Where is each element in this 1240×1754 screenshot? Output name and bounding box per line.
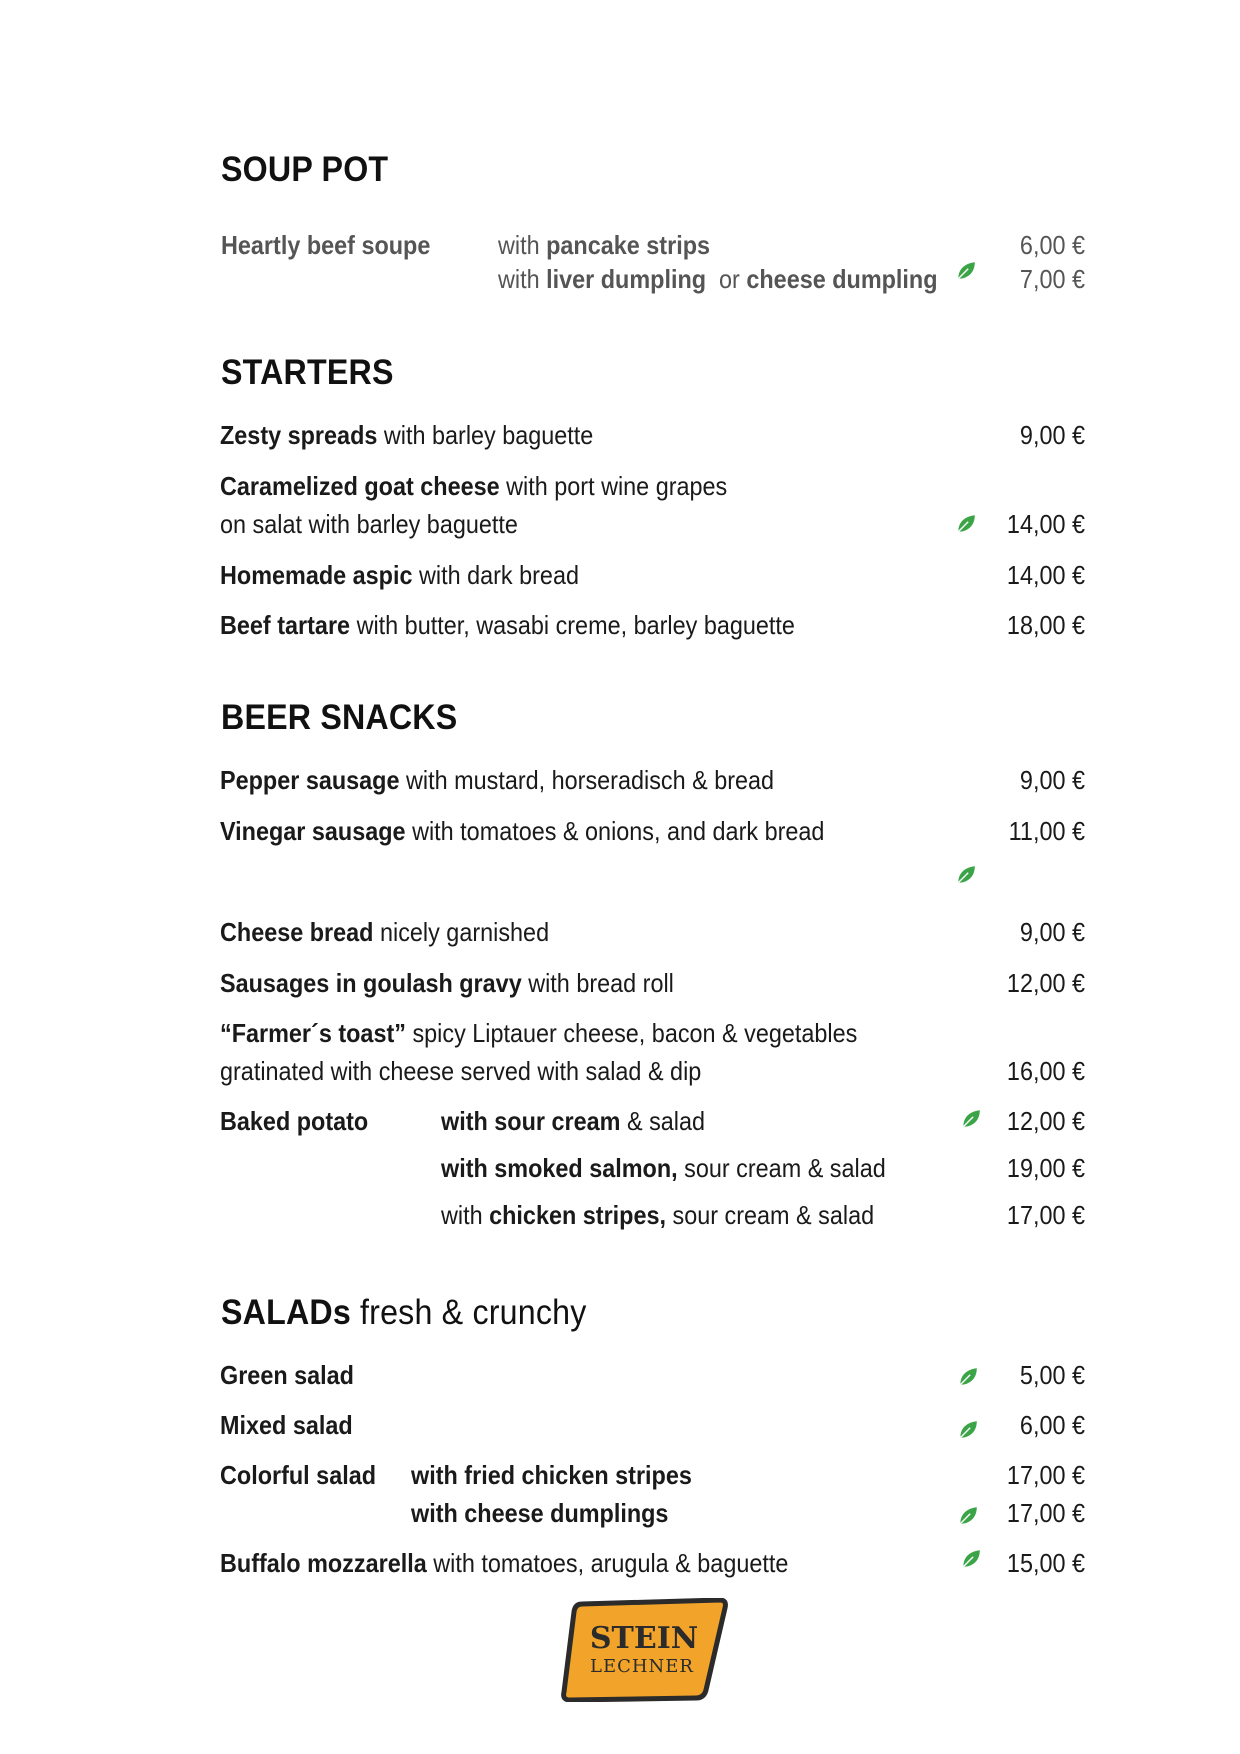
potato-option-1: with sour cream & salad [441,1106,706,1136]
item-price: 5,00 € [1019,1360,1085,1390]
item-price: 14,00 € [1006,560,1085,590]
menu-item: “Farmer´s toast” spicy Liptauer cheese, bacon & vegetables [220,1018,858,1048]
item-price: 19,00 € [1006,1153,1085,1183]
menu-item: Buffalo mozzarella with tomatoes, arugula & baguette [220,1548,789,1578]
menu-item-desc: on salat with barley baguette [220,509,518,539]
vegetarian-leaf-icon [955,864,977,886]
item-price: 6,00 € [1019,1410,1085,1440]
potato-option-2: with smoked salmon, sour cream & salad [441,1153,886,1183]
item-price: 15,00 € [1006,1548,1085,1578]
item-price: 17,00 € [1006,1460,1085,1490]
logo-text-line-2: LECHNER [589,1656,695,1677]
item-price: 9,00 € [1019,765,1085,795]
menu-item: Vinegar sausage with tomatoes & onions, and dark bread [220,816,825,846]
menu-item: Cheese bread nicely garnished [220,917,550,947]
soup-option-2: with liver dumpling or cheese dumpling [498,264,938,294]
soup-item-name: Heartly beef soupe [221,230,431,260]
menu-item: Zesty spreads with barley baguette [220,420,594,450]
soup-option-1: with pancake strips [498,230,711,260]
colorful-salad-option-1: with fried chicken stripes [411,1460,692,1490]
menu-item-green-salad: Green salad [220,1360,354,1390]
item-price: 9,00 € [1019,420,1085,450]
potato-option-3: with chicken stripes, sour cream & salad [441,1200,875,1230]
menu-item: Beef tartare with butter, wasabi creme, barley baguette [220,610,795,640]
menu-item: Sausages in goulash gravy with bread roll [220,968,674,998]
logo-text-line-1: STEIN [589,1621,699,1656]
item-price: 14,00 € [1006,509,1085,539]
menu-item-mixed-salad: Mixed salad [220,1410,353,1440]
stein-lechner-logo [560,1598,730,1702]
menu-item-baked-potato: Baked potato [220,1106,369,1136]
item-price: 12,00 € [1006,968,1085,998]
menu-item-colorful-salad: Colorful salad [220,1460,377,1490]
item-price: 17,00 € [1006,1200,1085,1230]
menu-item: Pepper sausage with mustard, horseradisch & bread [220,765,775,795]
menu-item: Homemade aspic with dark bread [220,560,579,590]
section-title-soup: SOUP POT [221,150,389,189]
item-price: 11,00 € [1008,816,1085,846]
item-price: 17,00 € [1006,1498,1085,1528]
section-title-starters: STARTERS [221,353,394,392]
section-title-beer-snacks: BEER SNACKS [221,698,458,737]
colorful-salad-option-2: with cheese dumplings [411,1498,669,1528]
item-price: 12,00 € [1006,1106,1085,1136]
menu-item-desc: gratinated with cheese served with salad & dip [220,1056,702,1086]
soup-price-1: 6,00 € [1019,230,1085,260]
item-price: 18,00 € [1006,610,1085,640]
vegetarian-leaf-icon [955,260,977,282]
soup-price-2: 7,00 € [1019,264,1085,294]
menu-item: Caramelized goat cheese with port wine grapes [220,471,728,501]
item-price: 9,00 € [1019,917,1085,947]
item-price: 16,00 € [1006,1056,1085,1086]
section-title-salads: SALADs fresh & crunchy [221,1293,587,1332]
